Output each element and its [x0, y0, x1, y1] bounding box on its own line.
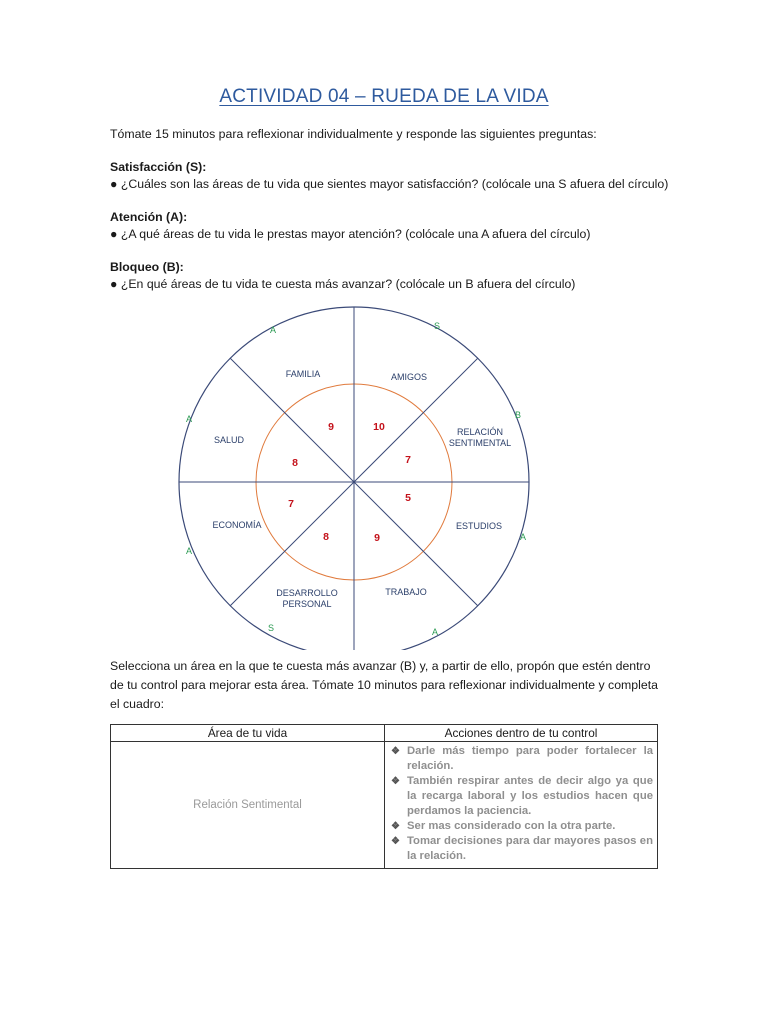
- area-familia: FAMILIA: [285, 369, 321, 379]
- area-desarrollo-1: DESARROLLO: [276, 588, 338, 598]
- score-relacion: 7: [405, 454, 411, 466]
- actions-cell: [385, 742, 658, 869]
- bullet-icon: ❖: [391, 836, 400, 847]
- list-item: ❖ Ser mas considerado con la otra parte.: [391, 820, 616, 832]
- area-trabajo: TRABAJO: [385, 587, 427, 597]
- area-desarrollo-2: PERSONAL: [282, 599, 332, 609]
- attention-heading: Atención (A):: [110, 210, 188, 224]
- intro-text: Tómate 15 minutos para reflexionar individualmente y responde las siguientes preguntas:: [110, 127, 597, 141]
- header-actions: Acciones dentro de tu control: [385, 725, 658, 742]
- mark-trabajo: A: [431, 627, 439, 637]
- score-salud: 8: [292, 457, 298, 469]
- area-cell: Relación Sentimental: [111, 742, 385, 869]
- area-relacion-1: RELACIÓN: [456, 427, 504, 437]
- header-area: Área de tu vida: [111, 725, 385, 742]
- satisfaction-question: ● ¿Cuáles son las áreas de tu vida que sientes mayor satisfacción? (colócale una S afuera del círculo): [110, 177, 669, 191]
- blockage-question: ● ¿En qué áreas de tu vida te cuesta más avanzar? (colócale un B afuera del círculo): [110, 277, 576, 291]
- list-item: ❖ También respirar antes de decir algo ya que la recarga laboral y los estudios hacen que perdamos la paciencia.: [391, 775, 653, 817]
- list-item: ❖ Darle más tiempo para poder fortalecer la relación.: [391, 745, 653, 772]
- table-row: [111, 742, 658, 869]
- score-trabajo: 9: [374, 532, 380, 544]
- area-amigos: AMIGOS: [390, 372, 428, 382]
- bullet-icon: ❖: [391, 746, 400, 757]
- mark-economia: A: [185, 546, 193, 556]
- table-header-row: [111, 725, 658, 742]
- mark-amigos: S: [433, 321, 441, 331]
- score-amigos: 10: [373, 421, 385, 433]
- area-relacion-2: SENTIMENTAL: [448, 438, 512, 448]
- attention-question: ● ¿A qué áreas de tu vida le prestas mayor atención? (colócale una A afuera del círculo): [110, 227, 591, 241]
- list-item: ❖ Tomar decisiones para dar mayores pasos en la relación.: [391, 835, 653, 862]
- score-desarrollo: 8: [323, 531, 329, 543]
- area-salud: SALUD: [213, 435, 245, 445]
- instruction-paragraph: Selecciona un área en la que te cuesta más avanzar (B) y, a partir de ello, propón que estén dentro de tu control para mejorar esta área. Tómate 10 minutos para reflexionar individualmente y completa el cuadro:: [110, 659, 658, 711]
- area-economia: ECONOMÍA: [212, 520, 262, 530]
- actions-table: [110, 724, 658, 869]
- page-title: ACTIVIDAD 04 – RUEDA DE LA VIDA: [219, 86, 549, 107]
- bullet-icon: ❖: [391, 821, 400, 832]
- area-estudios: ESTUDIOS: [455, 521, 503, 531]
- satisfaction-heading: Satisfacción (S):: [110, 160, 207, 174]
- bullet-icon: ❖: [391, 776, 400, 787]
- score-familia: 9: [328, 421, 334, 433]
- mark-familia: A: [269, 325, 277, 335]
- blockage-heading: Bloqueo (B):: [110, 260, 184, 274]
- mark-salud: A: [185, 414, 193, 424]
- mark-relacion: B: [514, 410, 522, 420]
- mark-desarrollo: S: [267, 623, 275, 633]
- score-estudios: 5: [405, 492, 411, 504]
- mark-estudios: A: [519, 532, 527, 542]
- score-economia: 7: [288, 498, 294, 510]
